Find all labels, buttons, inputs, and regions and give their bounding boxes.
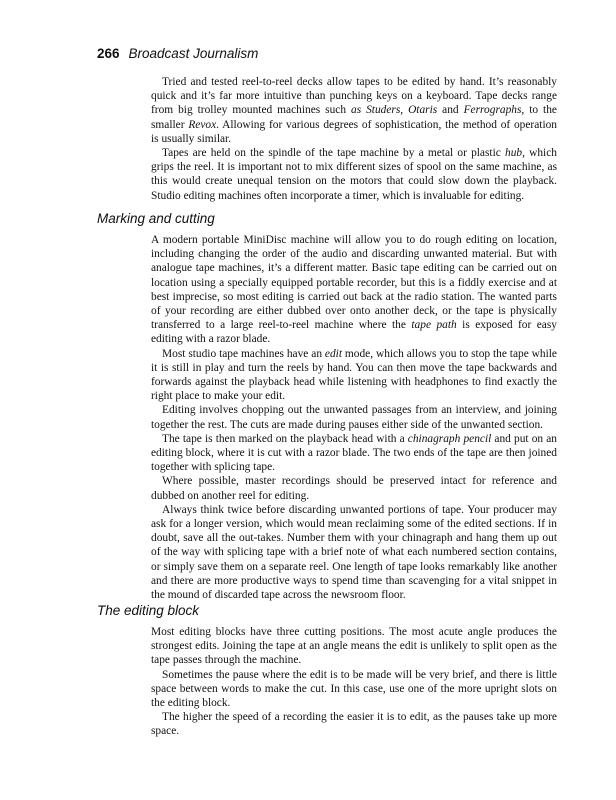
text-run: , which grips the reel. It is important not to mix different sizes of spool on the same machine, as this would create unequal tension on the motors that could slow down the playback. Studio editing machines often incorporate a timer, which is invaluable for editing. — [151, 147, 557, 202]
italic-text: Revox — [188, 118, 217, 131]
text-run: is exposed for easy editing with a razor blade. — [151, 319, 557, 346]
paragraph — [151, 347, 557, 404]
text-run: . Allowing for various degrees of sophistication, the method of operation is usually similar. — [151, 118, 557, 145]
editing-block-section — [151, 625, 557, 739]
paragraph — [151, 432, 557, 475]
paragraph: Sometimes the pause where the edit is to be made will be very brief, and there is little space between words to make the cut. In this case, use one of the more upright slots on the editing block. — [151, 668, 557, 710]
paragraph — [151, 75, 557, 146]
italic-text: hub — [505, 147, 523, 160]
page-number: 266 — [97, 46, 120, 61]
marking-section — [151, 233, 557, 602]
paragraph: Most editing blocks have three cutting positions. The most acute angle produces the strongest edits. Joining the tape at an angle means the edit is unlikely to split open as the tape passes through the machine. — [151, 626, 557, 667]
paragraph: Always think twice before discarding unwanted portions of tape. Your producer may ask for a longer version, which would mean reclaiming some of the edited sections. If in doubt, save all the out-takes. Number them with your chinagraph and hang them up out of the way with splicing tape with a brief note of what each numbered section contains, or simply save them on a separate reel. One length of tape looks remarkably like another and there are more productive ways to spend time than scavenging for a vital snippet in the mound of discarded tape across the newsroom floor. — [151, 503, 557, 602]
text-run: and — [437, 104, 464, 117]
paragraph — [151, 146, 557, 203]
running-header — [97, 46, 258, 61]
italic-text: as Studers, Otaris — [351, 104, 438, 117]
text-run: mode, which allows you to stop the tape while it is still in play and turn the reels by hand. You can then move the tape backwards and forwards against the playback head while listening with headphones to find exactly the right place to make your edit. — [151, 347, 557, 403]
italic-text: Ferrographs — [463, 104, 522, 117]
section-heading-editing-block: The editing block — [97, 603, 200, 618]
text-run: Tried and tested reel-to-reel decks allow tapes to be edited by hand. It’s reasonably quick and it’s far more intuitive than punching keys on a keyboard. Tape decks range from big trolley mounted machines such — [151, 76, 557, 117]
paragraph: Where possible, master recordings should be preserved intact for reference and dubbed on another reel for editing. — [151, 475, 557, 502]
text-run: Most studio tape machines have an — [162, 347, 325, 360]
text-run: and put on an editing block, where it is cut with a razor blade. The two ends of the tape are then joined together with splicing tape. — [151, 432, 557, 474]
paragraph: Editing involves chopping out the unwanted passages from an interview, and joining together the rest. The cuts are made during pauses either side of the unwanted section. — [151, 404, 557, 431]
italic-text: chinagraph pencil — [407, 432, 492, 445]
italic-text: edit — [324, 347, 343, 360]
text-run: , to the smaller — [151, 104, 557, 131]
book-title: Broadcast Journalism — [128, 46, 259, 61]
intro-section — [151, 75, 557, 203]
text-run: Tapes are held on the spindle of the tape machine by a metal or plastic — [162, 147, 505, 160]
italic-text: tape path — [411, 319, 457, 332]
text-run: The tape is then marked on the playback head with a — [162, 432, 408, 445]
paragraph — [151, 233, 557, 347]
paragraph: The higher the speed of a recording the easier it is to edit, as the pauses take up more space. — [151, 711, 557, 738]
text-run: A modern portable MiniDisc machine will allow you to do rough editing on location, including changing the order of the audio and discarding unwanted material. But with analogue tape machines, it’s a different matter. Basic tape editing can be carried out on location using a specially equipped portable recorder, but this is a fiddly exercise and at best imprecise, so most editing is carried out back at the radio station. The wanted parts of your recording are either dubbed over onto another deck, or the tape is physically transferred to a large reel-to-reel machine where the — [151, 234, 557, 332]
section-heading-marking: Marking and cutting — [97, 211, 215, 226]
